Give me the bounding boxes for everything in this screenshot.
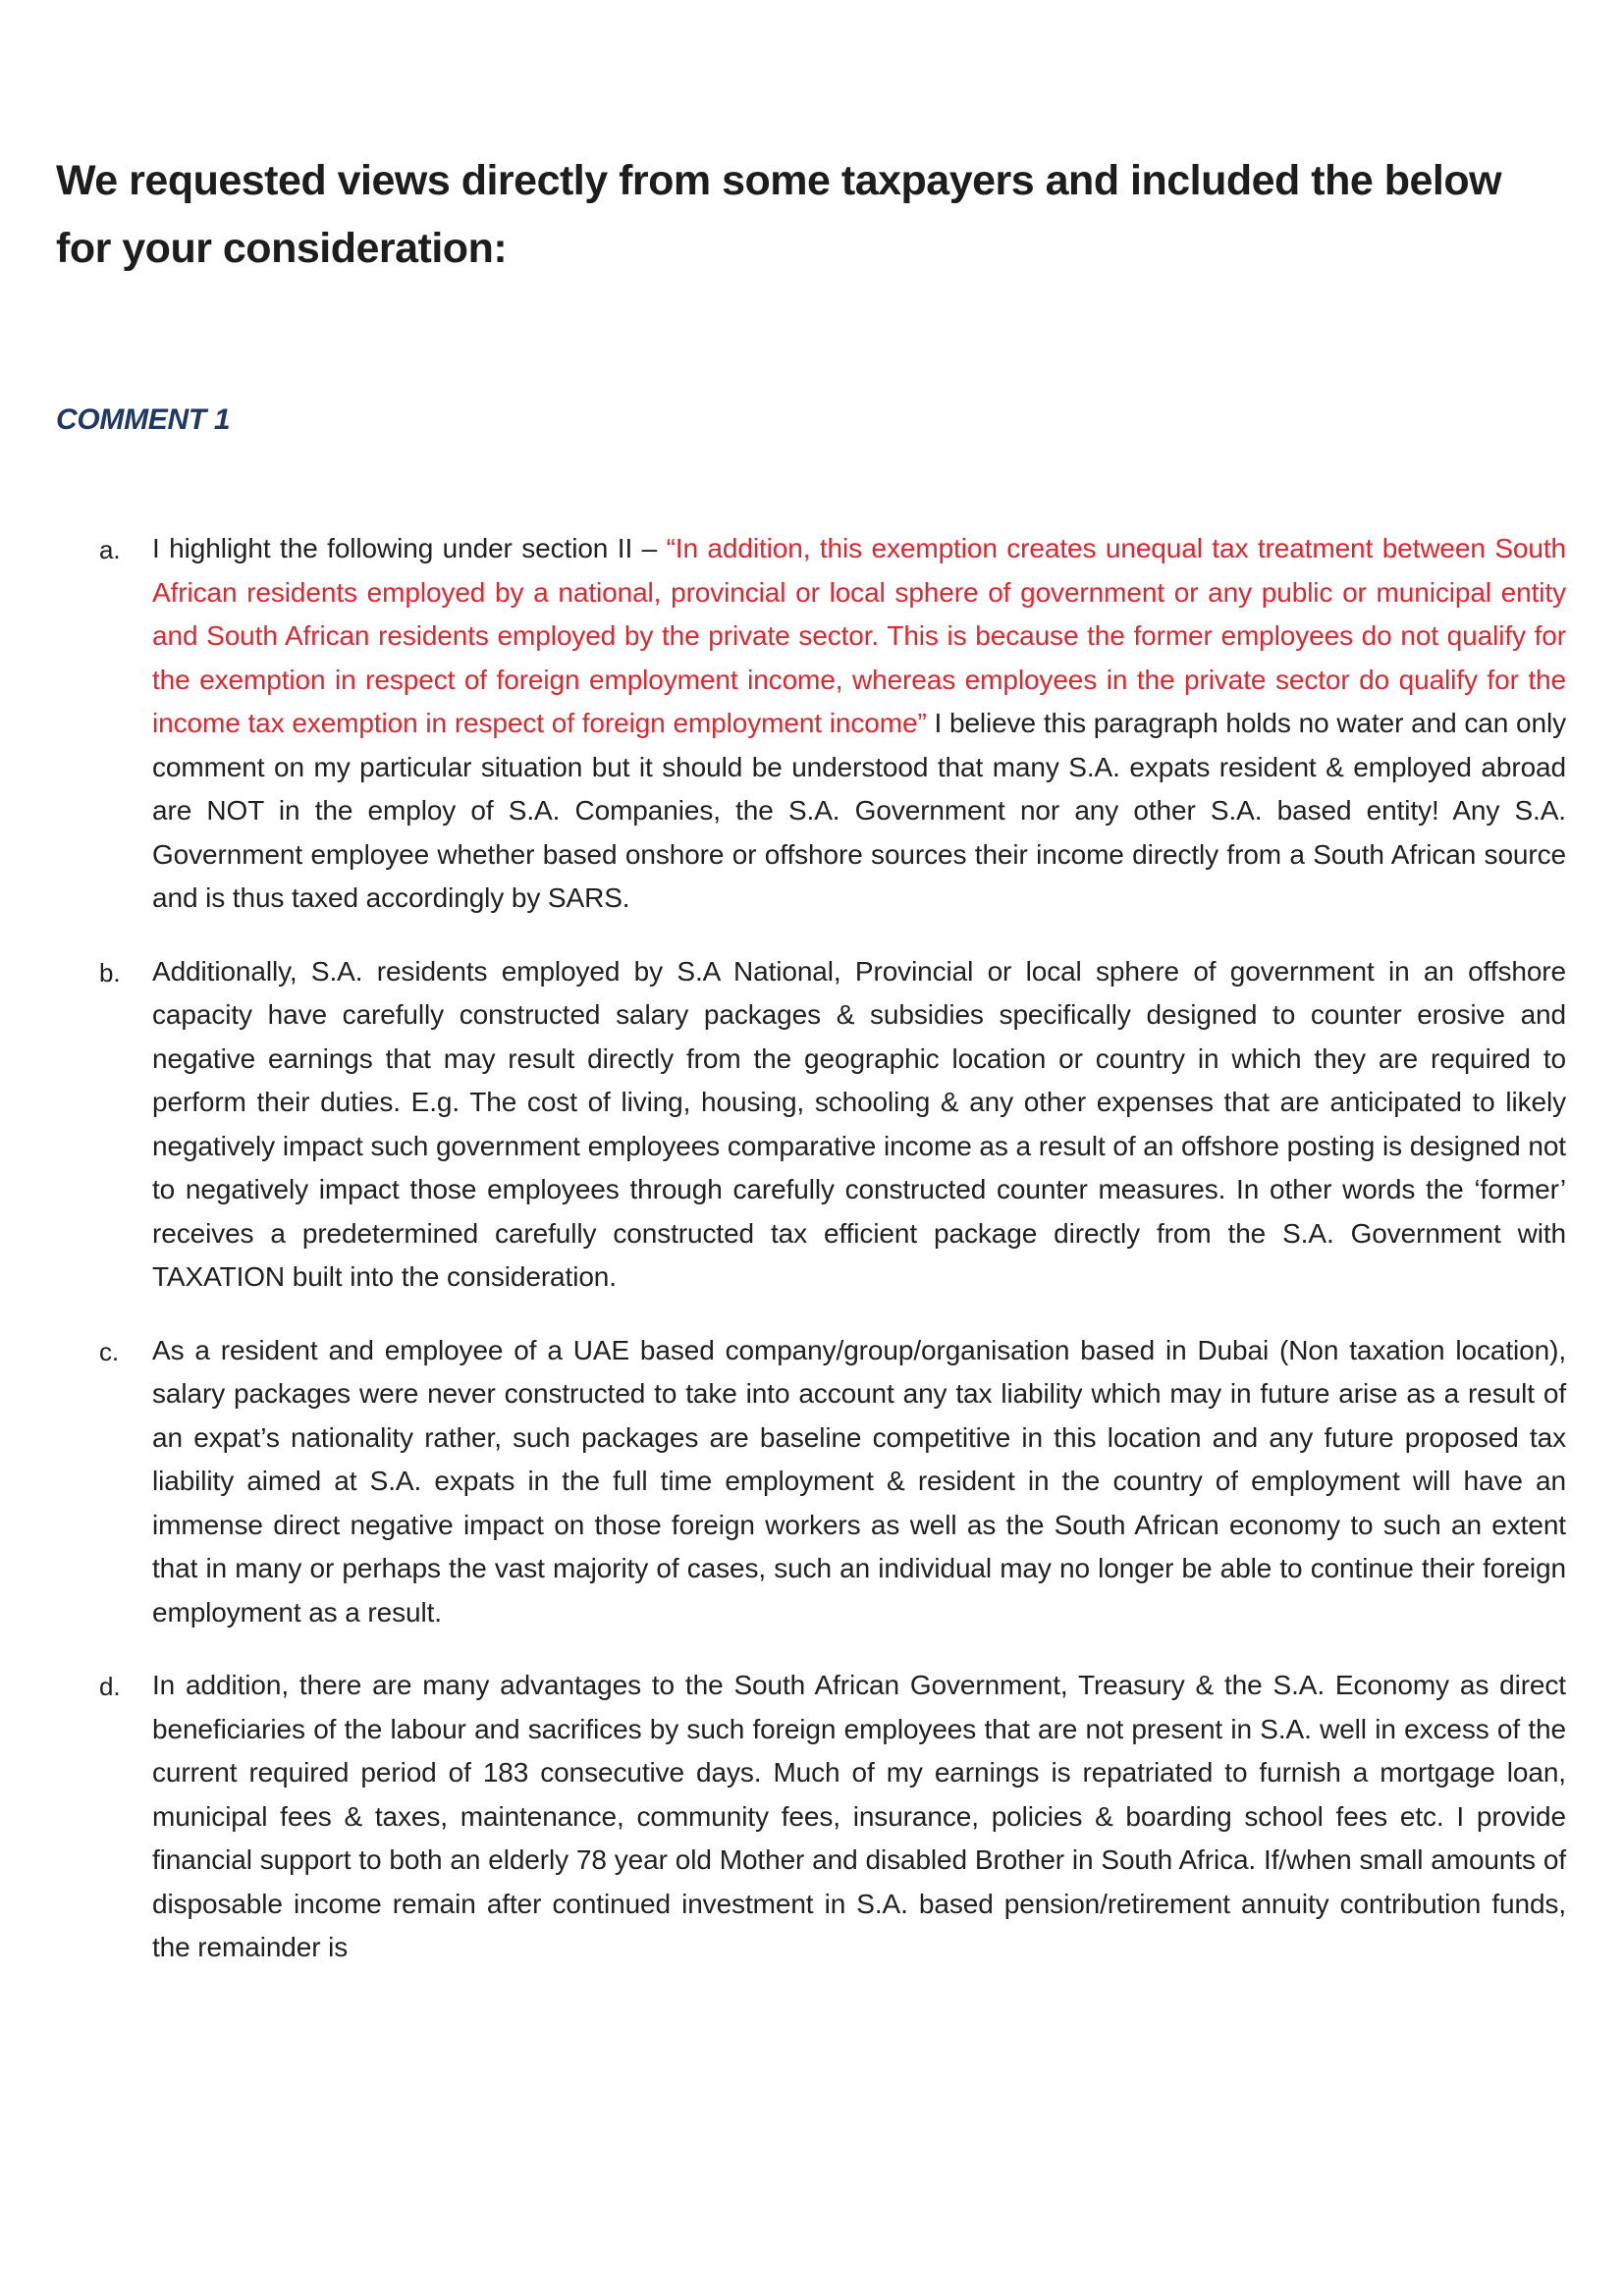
paragraph-a-suffix: I believe this paragraph holds no water and can only comment on my particular situation but it should be understood that many S.A. expats resident & employed abroad are NOT in the employ of S.A. Companies, the S.A. Government nor any other S.A. based entity! Any S.A. Government employee whether based onshore or offshore sources their income directly from a South African source and is thus taxed accordingly by SARS.	[152, 708, 1566, 913]
quoted-regulation-text: “In addition, this exemption creates unequal tax treatment between South African residents employed by a national, provincial or local sphere of government or any public or municipal entity and South African residents employed by the private sector. This is because the former employees do not qualify for the exemption in respect of foreign employment income, whereas employees in the private sector do qualify for the income tax exemption in respect of foreign employment income”	[152, 533, 1567, 738]
page-title: We requested views directly from some taxpayers and included the below for your consideration:	[56, 157, 1502, 272]
page-content	[56, 147, 1566, 1970]
paragraph-c-text: As a resident and employee of a UAE based company/group/organisation based in Dubai (Non taxation location), salary packages were never constructed to take into account any tax liability which may in future arise as a result of an expat’s nationality rather, such packages are baseline competitive in this location and any future proposed tax liability aimed at S.A. expats in the full time employment & resident in the country of employment will have an immense direct negative impact on those foreign workers as well as the South African economy to such an extent that in many or perhaps the vast majority of cases, such an individual may no longer be able to continue their foreign employment as a result.	[152, 1334, 1566, 1628]
list-marker-a: a.	[99, 535, 121, 564]
list-marker-b: b.	[99, 957, 121, 988]
paragraph-d-text: In addition, there are many advantages to the South African Government, Treasury & the S.A. Economy as direct beneficiaries of the labour and sacrifices by such foreign employees that are not present in S.A. well in excess of the current required period of 183 consecutive days. Much of my earnings is repatriated to furnish a mortgage loan, municipal fees & taxes, maintenance, community fees, insurance, policies & boarding school fees etc. I provide financial support to both an elderly 78 year old Mother and disabled Brother in South Africa. If/when small amounts of disposable income remain after continued investment in S.A. based pension/retirement annuity contribution funds, the remainder is	[152, 1670, 1566, 1962]
paragraph-a-prefix: I highlight the following under section II –	[152, 533, 667, 563]
comment-section-label: COMMENT 1	[56, 403, 231, 436]
list-item-a	[56, 527, 1566, 921]
list-item-d	[56, 1664, 1566, 1970]
list-marker-c: c.	[99, 1336, 120, 1366]
list-item-c	[56, 1329, 1566, 1635]
list-marker-d: d.	[99, 1672, 121, 1701]
paragraph-b-text: Additionally, S.A. residents employed by S.A National, Provincial or local sphere of government in an offshore capacity have carefully constructed salary packages & subsidies specifically designed to counter erosive and negative earnings that may result directly from the geographic location or country in which they are required to perform their duties. E.g. The cost of living, housing, schooling & any other expenses that are anticipated to likely negatively impact such government employees comparative income as a result of an offshore posting is designed not to negatively impact those employees through carefully constructed counter measures. In other words the ‘former’ receives a predetermined carefully constructed tax efficient package directly from the S.A. Government with TAXATION built into the consideration.	[152, 955, 1566, 1292]
comment-list	[56, 527, 1566, 1970]
list-item-b	[56, 950, 1566, 1300]
